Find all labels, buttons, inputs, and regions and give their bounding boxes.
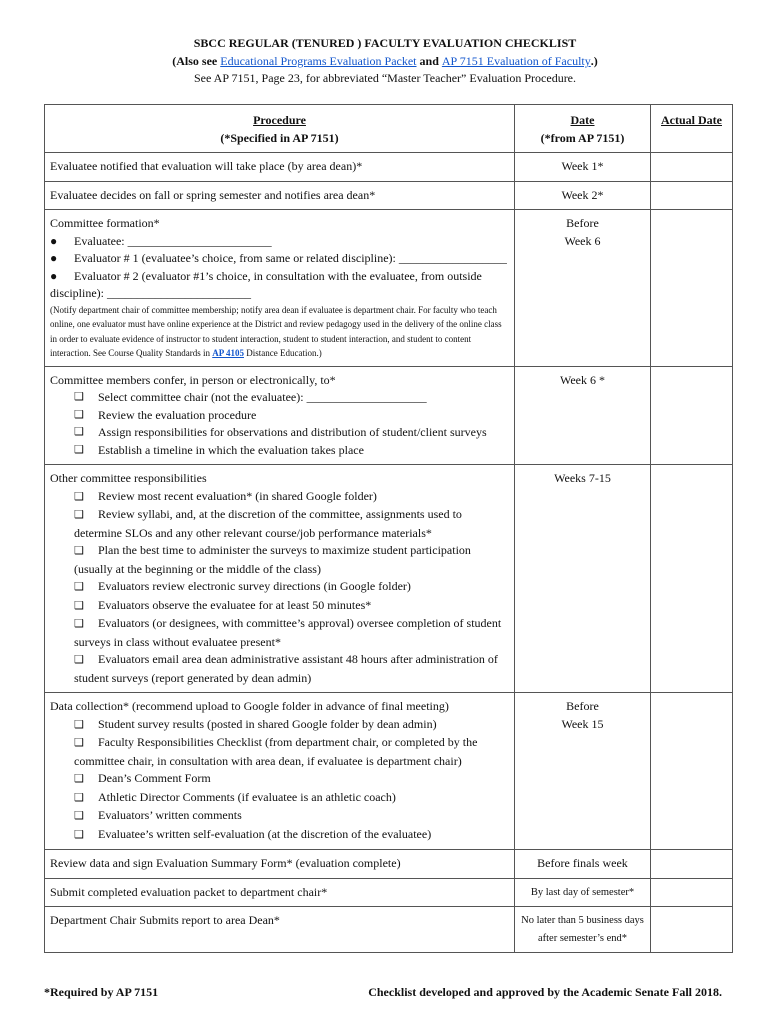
checkbox-icon[interactable]: ❑ — [74, 408, 84, 421]
checklist-item: ❑ Faculty Responsibilities Checklist (from department chair, or completed by the committee chair, in consultation with area dean, if evaluatee is department chair) — [74, 735, 478, 768]
checkbox-icon[interactable]: ❑ — [74, 545, 84, 557]
checklist-item: ❑ Evaluatee’s written self-evaluation (at the discretion of the evaluatee) — [50, 826, 509, 845]
checkbox-icon[interactable]: ❑ — [74, 718, 84, 731]
checkbox-icon[interactable]: ❑ — [74, 773, 84, 785]
required-footnote: *Required by AP 7151 — [44, 985, 159, 999]
checkbox-icon[interactable]: ❑ — [74, 443, 84, 456]
actual-date-header: Actual Date — [651, 105, 733, 153]
procedure-title: Data collection* (recommend upload to Google folder in advance of final meeting) — [50, 699, 449, 713]
procedure-title: Other committee responsibilities — [50, 471, 207, 485]
list-item: ● Evaluatee: ________________________ — [50, 233, 509, 251]
procedure-cell: Evaluatee decides on fall or spring semester and notifies area dean* — [45, 181, 515, 210]
checkbox-icon[interactable]: ❑ — [74, 391, 84, 403]
checkbox-icon[interactable]: ❑ — [74, 599, 84, 612]
procedure-cell: Department Chair Submits report to area Dean* — [45, 907, 515, 953]
list-item: ● Evaluator # 1 (evaluatee’s choice, from same or related discipline): __________________ — [50, 250, 509, 268]
table-row — [45, 693, 733, 850]
date-header: Date (*from AP 7151) — [515, 105, 651, 153]
checklist-item: ❑ Review the evaluation procedure — [50, 407, 509, 425]
actual-date-cell[interactable] — [651, 181, 733, 210]
procedure-cell: Review data and sign Evaluation Summary Form* (evaluation complete) — [45, 850, 515, 879]
checkbox-icon[interactable]: ❑ — [74, 581, 84, 593]
checkbox-icon[interactable]: ❑ — [74, 654, 84, 666]
checklist-item: ❑ Dean’s Comment Form — [50, 770, 509, 789]
checklist-item: ❑ Athletic Director Comments (if evaluatee is an athletic coach) — [50, 789, 509, 808]
procedure-cell: Submit completed evaluation packet to department chair* — [45, 878, 515, 907]
procedure-cell — [45, 465, 515, 693]
checkbox-icon[interactable]: ❑ — [74, 737, 84, 749]
checkbox-icon[interactable]: ❑ — [74, 618, 84, 630]
table-row — [45, 153, 733, 182]
table-row — [45, 366, 733, 465]
also-see-line — [0, 54, 770, 69]
procedure-header: Procedure (*Specified in AP 7151) — [45, 105, 515, 153]
committee-note: (Notify department chair of committee membership; notify area dean if evaluatee is department chair. For faculty who teach online, one evaluator must have online experience at the District and review pedagogy used in the delivery of the online class in order to evaluate evidence of instructor to student interaction, student to student interaction, and student to content interaction. See Course Quality Standards in AP 4105 Distance Education.) — [50, 304, 502, 358]
actual-date-cell[interactable] — [651, 878, 733, 907]
actual-date-cell[interactable] — [651, 465, 733, 693]
checklist-item: ❑ Evaluators’ written comments — [50, 807, 509, 826]
checklist-item: ❑ Evaluators email area dean administrative assistant 48 hours after administration of student surveys (report generated by dean admin) — [74, 652, 498, 685]
procedure-title: Committee formation* — [50, 216, 160, 230]
document-title: SBCC REGULAR (TENURED ) FACULTY EVALUATION CHECKLIST — [193, 36, 577, 50]
date-cell: Before Week 15 — [515, 693, 651, 850]
checklist-item: ❑ Evaluators observe the evaluatee for at least 50 minutes* — [50, 597, 509, 616]
checklist-item: ❑ Review syllabi, and, at the discretion of the committee, assignments used to determine SLOs and any other relevant course/job performance materials* — [74, 507, 462, 540]
procedure-cell — [45, 210, 515, 367]
link-ap-7151[interactable]: AP 7151 Evaluation of Faculty — [441, 54, 591, 68]
table-row — [45, 907, 733, 953]
master-teacher-note: See AP 7151, Page 23, for abbreviated “Master Teacher” Evaluation Procedure. — [193, 71, 577, 85]
checkbox-icon[interactable]: ❑ — [74, 791, 84, 804]
approval-footnote: Checklist developed and approved by the Academic Senate Fall 2018. — [368, 985, 722, 999]
bullet-icon: ● — [50, 268, 58, 283]
evaluation-checklist-table — [44, 104, 733, 953]
date-cell: Before Week 6 — [515, 210, 651, 367]
checklist-item: ❑ Plan the best time to administer the surveys to maximize student participation (usually at the beginning or the middle of the class) — [74, 543, 471, 576]
actual-date-cell[interactable] — [651, 907, 733, 953]
also-see-prefix: (Also see — [172, 54, 221, 68]
bullet-icon: ● — [50, 251, 58, 265]
checkbox-icon[interactable]: ❑ — [74, 828, 84, 841]
table-row — [45, 850, 733, 879]
procedure-cell — [45, 366, 515, 465]
checklist-item: ❑ Review most recent evaluation* (in shared Google folder) — [50, 488, 509, 507]
checklist-item: ❑ Evaluators review electronic survey directions (in Google folder) — [50, 578, 509, 597]
checklist-item: ❑ Assign responsibilities for observations and distribution of student/client surveys — [50, 424, 509, 442]
link-educational-programs-evaluation-packet[interactable]: Educational Programs Evaluation Packet — [220, 54, 417, 68]
date-cell: No later than 5 business days after semester’s end* — [515, 907, 651, 953]
bullet-icon: ● — [50, 233, 58, 248]
actual-date-cell[interactable] — [651, 850, 733, 879]
date-cell: Before finals week — [515, 850, 651, 879]
also-see-and: and — [416, 54, 442, 68]
actual-date-cell[interactable] — [651, 693, 733, 850]
checkbox-icon[interactable]: ❑ — [74, 509, 84, 521]
date-cell: By last day of semester* — [515, 878, 651, 907]
date-cell: Week 1* — [515, 153, 651, 182]
table-row — [45, 210, 733, 367]
actual-date-cell[interactable] — [651, 153, 733, 182]
also-see-suffix: .) — [590, 54, 598, 68]
procedure-cell — [45, 693, 515, 850]
checkbox-icon[interactable]: ❑ — [74, 426, 84, 438]
checkbox-icon[interactable]: ❑ — [74, 490, 84, 503]
table-header-row — [45, 105, 733, 153]
list-item: ● Evaluator # 2 (evaluator #1’s choice, in consultation with the evaluatee, from outside discipline): ________________________ — [50, 268, 482, 300]
checkbox-icon[interactable]: ❑ — [74, 810, 84, 822]
checklist-item: ❑ Establish a timeline in which the evaluation takes place — [50, 442, 509, 460]
procedure-title: Committee members confer, in person or electronically, to* — [50, 372, 336, 387]
table-row — [45, 465, 733, 693]
table-row — [45, 181, 733, 210]
table-row — [45, 878, 733, 907]
checklist-item: ❑ Evaluators (or designees, with committee’s approval) oversee completion of student surveys in class without evaluatee present* — [74, 616, 502, 649]
link-ap-4105[interactable]: AP 4105 — [212, 348, 244, 358]
date-cell: Week 2* — [515, 181, 651, 210]
checklist-item: ❑ Select committee chair (not the evaluatee): ____________________ — [50, 389, 509, 407]
actual-date-cell[interactable] — [651, 210, 733, 367]
procedure-cell: Evaluatee notified that evaluation will take place (by area dean)* — [45, 153, 515, 182]
date-cell: Week 6 * — [515, 366, 651, 465]
date-cell: Weeks 7-15 — [515, 465, 651, 693]
checklist-item: ❑ Student survey results (posted in shared Google folder by dean admin) — [50, 716, 509, 735]
actual-date-cell[interactable] — [651, 366, 733, 465]
